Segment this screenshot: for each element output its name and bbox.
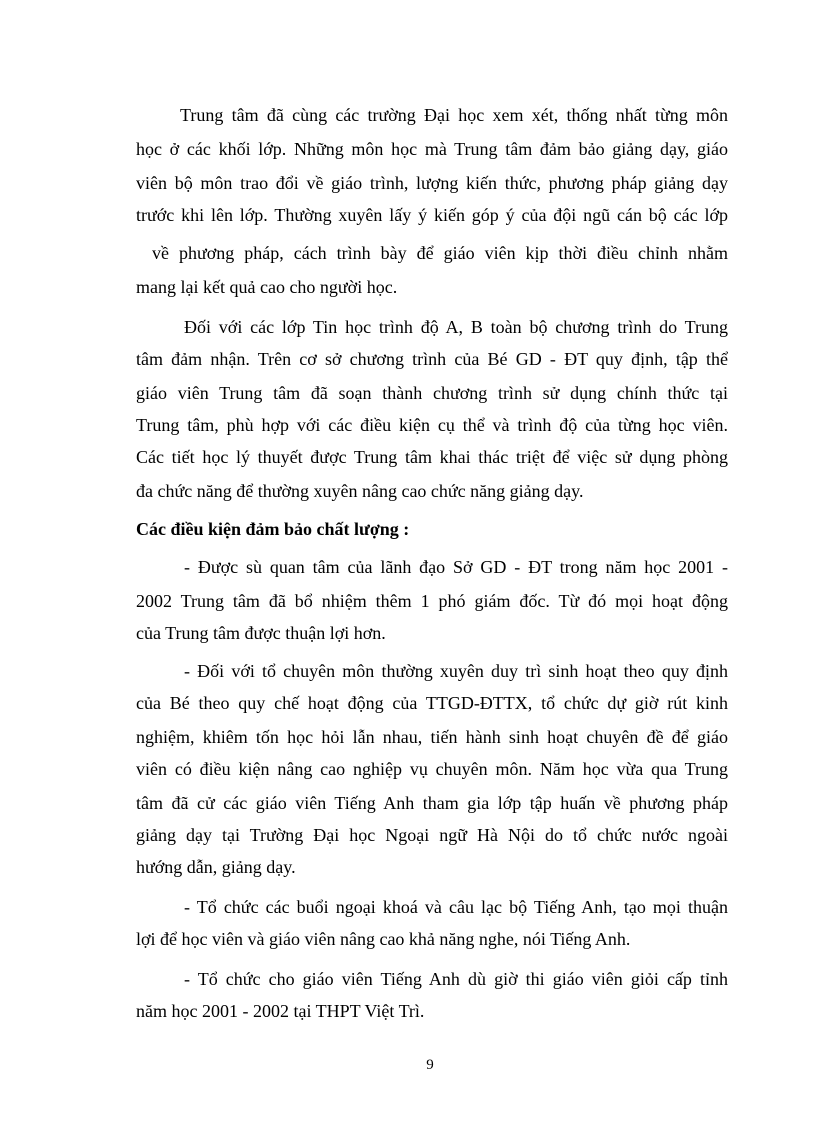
paragraph-2-line-4: Trung tâm, phù hợp với các điều kiện cụ thể và trình độ của từng học viên.: [136, 415, 728, 435]
item-4-line-1: - Tổ chức cho giáo viên Tiếng Anh dù giờ thi giáo viên giỏi cấp tỉnh: [184, 969, 728, 989]
paragraph-1-line-3: viên bộ môn trao đổi về giáo trình, lượng kiến thức, phương pháp giảng dạy: [136, 173, 728, 193]
item-1-line-1: - Được sù quan tâm của lãnh đạo Sở GD - ĐT trong năm học 2001 -: [184, 557, 728, 577]
section-heading: Các điều kiện đảm bảo chất lượng :: [136, 519, 410, 539]
item-3-line-1: - Tổ chức các buổi ngoại khoá và câu lạc bộ Tiếng Anh, tạo mọi thuận: [184, 897, 728, 917]
item-2-line-5: tâm đã cử các giáo viên Tiếng Anh tham gia lớp tập huấn về phương pháp: [136, 793, 728, 813]
item-1-line-3: của Trung tâm được thuận lợi hơn.: [136, 623, 386, 643]
paragraph-2-line-6: đa chức năng để thường xuyên nâng cao chức năng giảng dạy.: [136, 481, 584, 501]
item-2-line-6: giảng dạy tại Trường Đại học Ngoại ngữ Hà Nội do tổ chức nước ngoài: [136, 825, 728, 845]
item-3-line-2: lợi để học viên và giáo viên nâng cao khả năng nghe, nói Tiếng Anh.: [136, 929, 631, 949]
paragraph-1-line-2: học ở các khối lớp. Những môn học mà Trung tâm đảm bảo giảng dạy, giáo: [136, 139, 728, 159]
paragraph-2-line-3: giáo viên Trung tâm đã soạn thành chương trình sử dụng chính thức tại: [136, 383, 728, 403]
paragraph-2-line-5: Các tiết học lý thuyết được Trung tâm khai thác triệt để việc sử dụng phòng: [136, 447, 728, 467]
paragraph-1-line-4: trước khi lên lớp. Thường xuyên lấy ý kiến góp ý của đội ngũ cán bộ các lớp: [136, 205, 728, 225]
paragraph-1-line-6: mang lại kết quả cao cho người học.: [136, 277, 398, 297]
item-4-line-2: năm học 2001 - 2002 tại THPT Việt Trì.: [136, 1001, 425, 1021]
paragraph-1-line-5: về phương pháp, cách trình bày để giáo viên kịp thời điều chỉnh nhằm: [152, 243, 728, 263]
item-2-line-1: - Đối với tổ chuyên môn thường xuyên duy trì sinh hoạt theo quy định: [184, 661, 728, 681]
item-2-line-2: của Bé theo quy chế hoạt động của TTGD-ĐTTX, tổ chức dự giờ rút kinh: [136, 693, 728, 713]
paragraph-1-line-1: Trung tâm đã cùng các trường Đại học xem xét, thống nhất từng môn: [180, 105, 728, 125]
item-2-line-4: viên có điều kiện nâng cao nghiệp vụ chuyên môn. Năm học vừa qua Trung: [136, 759, 728, 779]
item-1-line-2: 2002 Trung tâm đã bổ nhiệm thêm 1 phó giám đốc. Từ đó mọi hoạt động: [136, 591, 728, 611]
paragraph-2-line-1: Đối với các lớp Tin học trình độ A, B toàn bộ chương trình do Trung: [184, 317, 728, 337]
page-number: 9: [426, 1057, 434, 1073]
item-2-line-3: nghiệm, khiêm tốn học hỏi lẫn nhau, tiến hành sinh hoạt chuyên đề để giáo: [136, 727, 728, 747]
paragraph-2-line-2: tâm đảm nhận. Trên cơ sở chương trình của Bé GD - ĐT quy định, tập thể: [136, 349, 728, 369]
item-2-line-7: hướng dẫn, giảng dạy.: [136, 857, 296, 877]
